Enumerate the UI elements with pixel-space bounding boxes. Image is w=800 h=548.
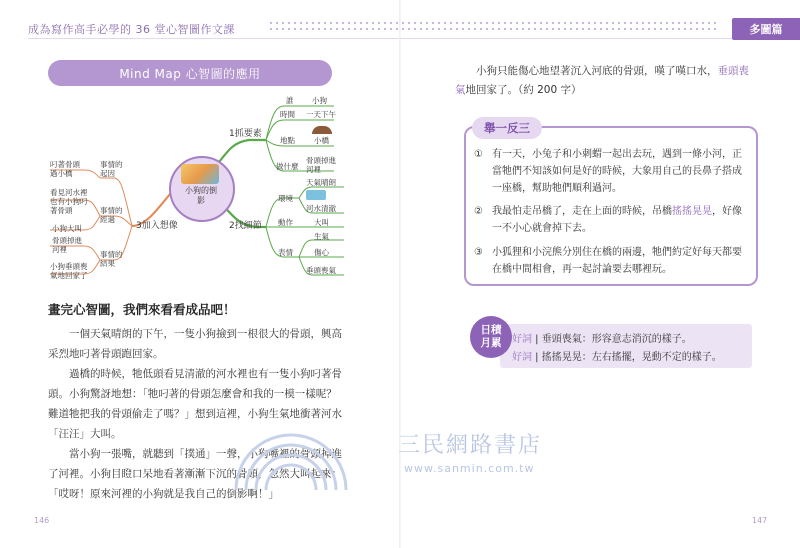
branch-2-label: 2找細節 bbox=[229, 221, 262, 231]
item-text-part: 我最怕走吊橋了，走在上面的時候，吊橋 bbox=[492, 206, 672, 217]
branch-3-key: 事情的結果 bbox=[100, 250, 123, 268]
branch-3-value: 叼著骨頭過小橋 bbox=[50, 160, 80, 178]
branch-2-value: 垂頭喪氣 bbox=[306, 266, 336, 275]
branch-1-key: 時間 bbox=[280, 110, 295, 119]
branch-2-value: 傷心 bbox=[314, 248, 329, 257]
branch-1-value: 一天下午 bbox=[306, 110, 336, 119]
practice-item bbox=[476, 244, 746, 280]
branch-3-value: 看見河水裡也有小狗叼著骨頭 bbox=[50, 188, 88, 215]
mind-map-diagram bbox=[44, 94, 394, 294]
branch-3-key: 事情的起因 bbox=[100, 160, 123, 178]
branch-3-value: 骨頭掉進河裡 bbox=[52, 236, 82, 254]
item-number: ③ bbox=[474, 247, 483, 258]
mindmap-banner: Mind Map 心智圖的應用 bbox=[48, 60, 332, 86]
item-text: 小狐狸和小浣熊分別住在橋的兩邊，牠們約定好每天都要在橋中間相會，再一起討論要去哪裡玩。 bbox=[492, 247, 742, 275]
branch-2-value: 河水清澈 bbox=[306, 204, 336, 213]
branch-2-value: 生氣 bbox=[314, 232, 329, 241]
vocab-badge-line: 日積 bbox=[480, 324, 502, 336]
header-dots bbox=[268, 20, 398, 34]
section-heading: 畫完心智圖，我們來看看成品吧！ bbox=[48, 302, 236, 317]
item-text-part: ，好像一不小心就會掉下去。 bbox=[492, 206, 742, 234]
bridge-icon bbox=[312, 126, 332, 134]
branch-2-key: 環境 bbox=[278, 194, 293, 203]
vocab-entry: 好詞 | 搖搖晃晃：左右搖擺，晃動不定的樣子。 bbox=[512, 352, 722, 363]
practice-title: 舉一反三 bbox=[472, 117, 542, 139]
item-number: ① bbox=[474, 149, 483, 160]
item-text: 有一天，小兔子和小刺蝟一起出去玩，遇到一條小河，正當牠們不知該如何是好的時候，大象用自己的長鼻子搭成一座橋，幫助牠們順利過河。 bbox=[492, 149, 742, 194]
river-icon bbox=[306, 190, 326, 200]
branch-2-value: 天氣晴朗 bbox=[306, 178, 336, 187]
vocab-definition: 搖搖晃晃：左右搖擺，晃動不定的樣子。 bbox=[541, 352, 722, 363]
branch-1-key: 做什麼 bbox=[276, 162, 299, 171]
branch-2-key: 動作 bbox=[278, 218, 293, 227]
branch-1-key: 地點 bbox=[280, 136, 295, 145]
branch-1-value: 小橋 bbox=[314, 136, 329, 145]
header-dots bbox=[400, 20, 720, 34]
branch-3-value: 小狗垂頭喪氣地回家了 bbox=[50, 262, 88, 280]
mindmap-center-label: 小狗的倒影 bbox=[185, 186, 217, 205]
branch-2-value: 大叫 bbox=[314, 218, 329, 227]
item-text bbox=[492, 203, 744, 237]
branch-3-label: 3加入想像 bbox=[136, 221, 178, 231]
vocab-tag: 好詞 bbox=[512, 334, 532, 345]
section-tab: 多圖篇 bbox=[732, 18, 800, 40]
item-number: ② bbox=[474, 206, 483, 217]
watermark-url: www.sanmin.com.tw bbox=[404, 462, 535, 475]
vocab-entry: 好詞 | 垂頭喪氣：形容意志消沉的樣子。 bbox=[512, 334, 692, 345]
practice-item bbox=[476, 203, 746, 239]
page-number: 147 bbox=[752, 516, 768, 525]
vocab-definition: 垂頭喪氣：形容意志消沉的樣子。 bbox=[541, 334, 692, 345]
branch-1-value: 小狗 bbox=[312, 96, 327, 105]
header-divider bbox=[28, 38, 400, 39]
watermark-arc-icon bbox=[216, 424, 366, 494]
watermark bbox=[356, 428, 606, 498]
highlighted-word: 搖搖晃晃 bbox=[672, 206, 712, 217]
story-paragraph bbox=[455, 62, 755, 100]
branch-2-key: 表情 bbox=[278, 248, 293, 257]
branch-1-label: 1抓要素 bbox=[229, 129, 262, 139]
branch-1-key: 誰 bbox=[286, 96, 294, 105]
vocab-badge-line: 月累 bbox=[480, 337, 502, 349]
practice-item bbox=[476, 146, 746, 198]
header-divider bbox=[400, 38, 772, 39]
page-number: 146 bbox=[34, 516, 50, 525]
branch-3-value: 小狗大叫 bbox=[52, 224, 82, 233]
highlighted-word: 垂頭喪氣 bbox=[455, 65, 749, 96]
dog-illustration bbox=[181, 164, 219, 184]
paragraph-text: 小狗只能傷心地望著沉入河底的骨頭，嘆了嘆口水， bbox=[476, 65, 718, 77]
story-paragraph: 當小狗一張嘴，就聽到「撲通」一聲，小狗嘴裡的骨頭掉進了河裡。小狗目瞪口呆地看著漸漸下沉的骨頭，忽然大叫起來：「哎呀！原來河裡的小狗就是我自己的倒影啊！」 bbox=[48, 448, 342, 500]
vocab-tag: 好詞 bbox=[512, 352, 532, 363]
book-title: 成為寫作高手必學的 36 堂心智圖作文課 bbox=[28, 23, 235, 36]
branch-3-key: 事情的經過 bbox=[100, 206, 123, 224]
story-paragraph: 一個天氣晴朗的下午，一隻小狗撿到一根很大的骨頭，興高采烈地叼著骨頭跑回家。 bbox=[48, 328, 342, 360]
paragraph-text: 地回家了。（約 200 字） bbox=[465, 84, 582, 96]
branch-1-value: 骨頭掉進河裡 bbox=[306, 156, 336, 174]
vocab-badge bbox=[470, 316, 512, 358]
story-paragraph: 過橋的時候，牠低頭看見清澈的河水裡也有一隻小狗叼著骨頭。小狗驚訝地想：「牠叼著的骨頭怎麼會和我的一模一樣呢？難道牠把我的骨頭偷走了嗎？」想到這裡，小狗生氣地衝著河水「汪汪」大叫。 bbox=[48, 368, 342, 440]
watermark-name: 三民網路書店 bbox=[398, 433, 543, 458]
